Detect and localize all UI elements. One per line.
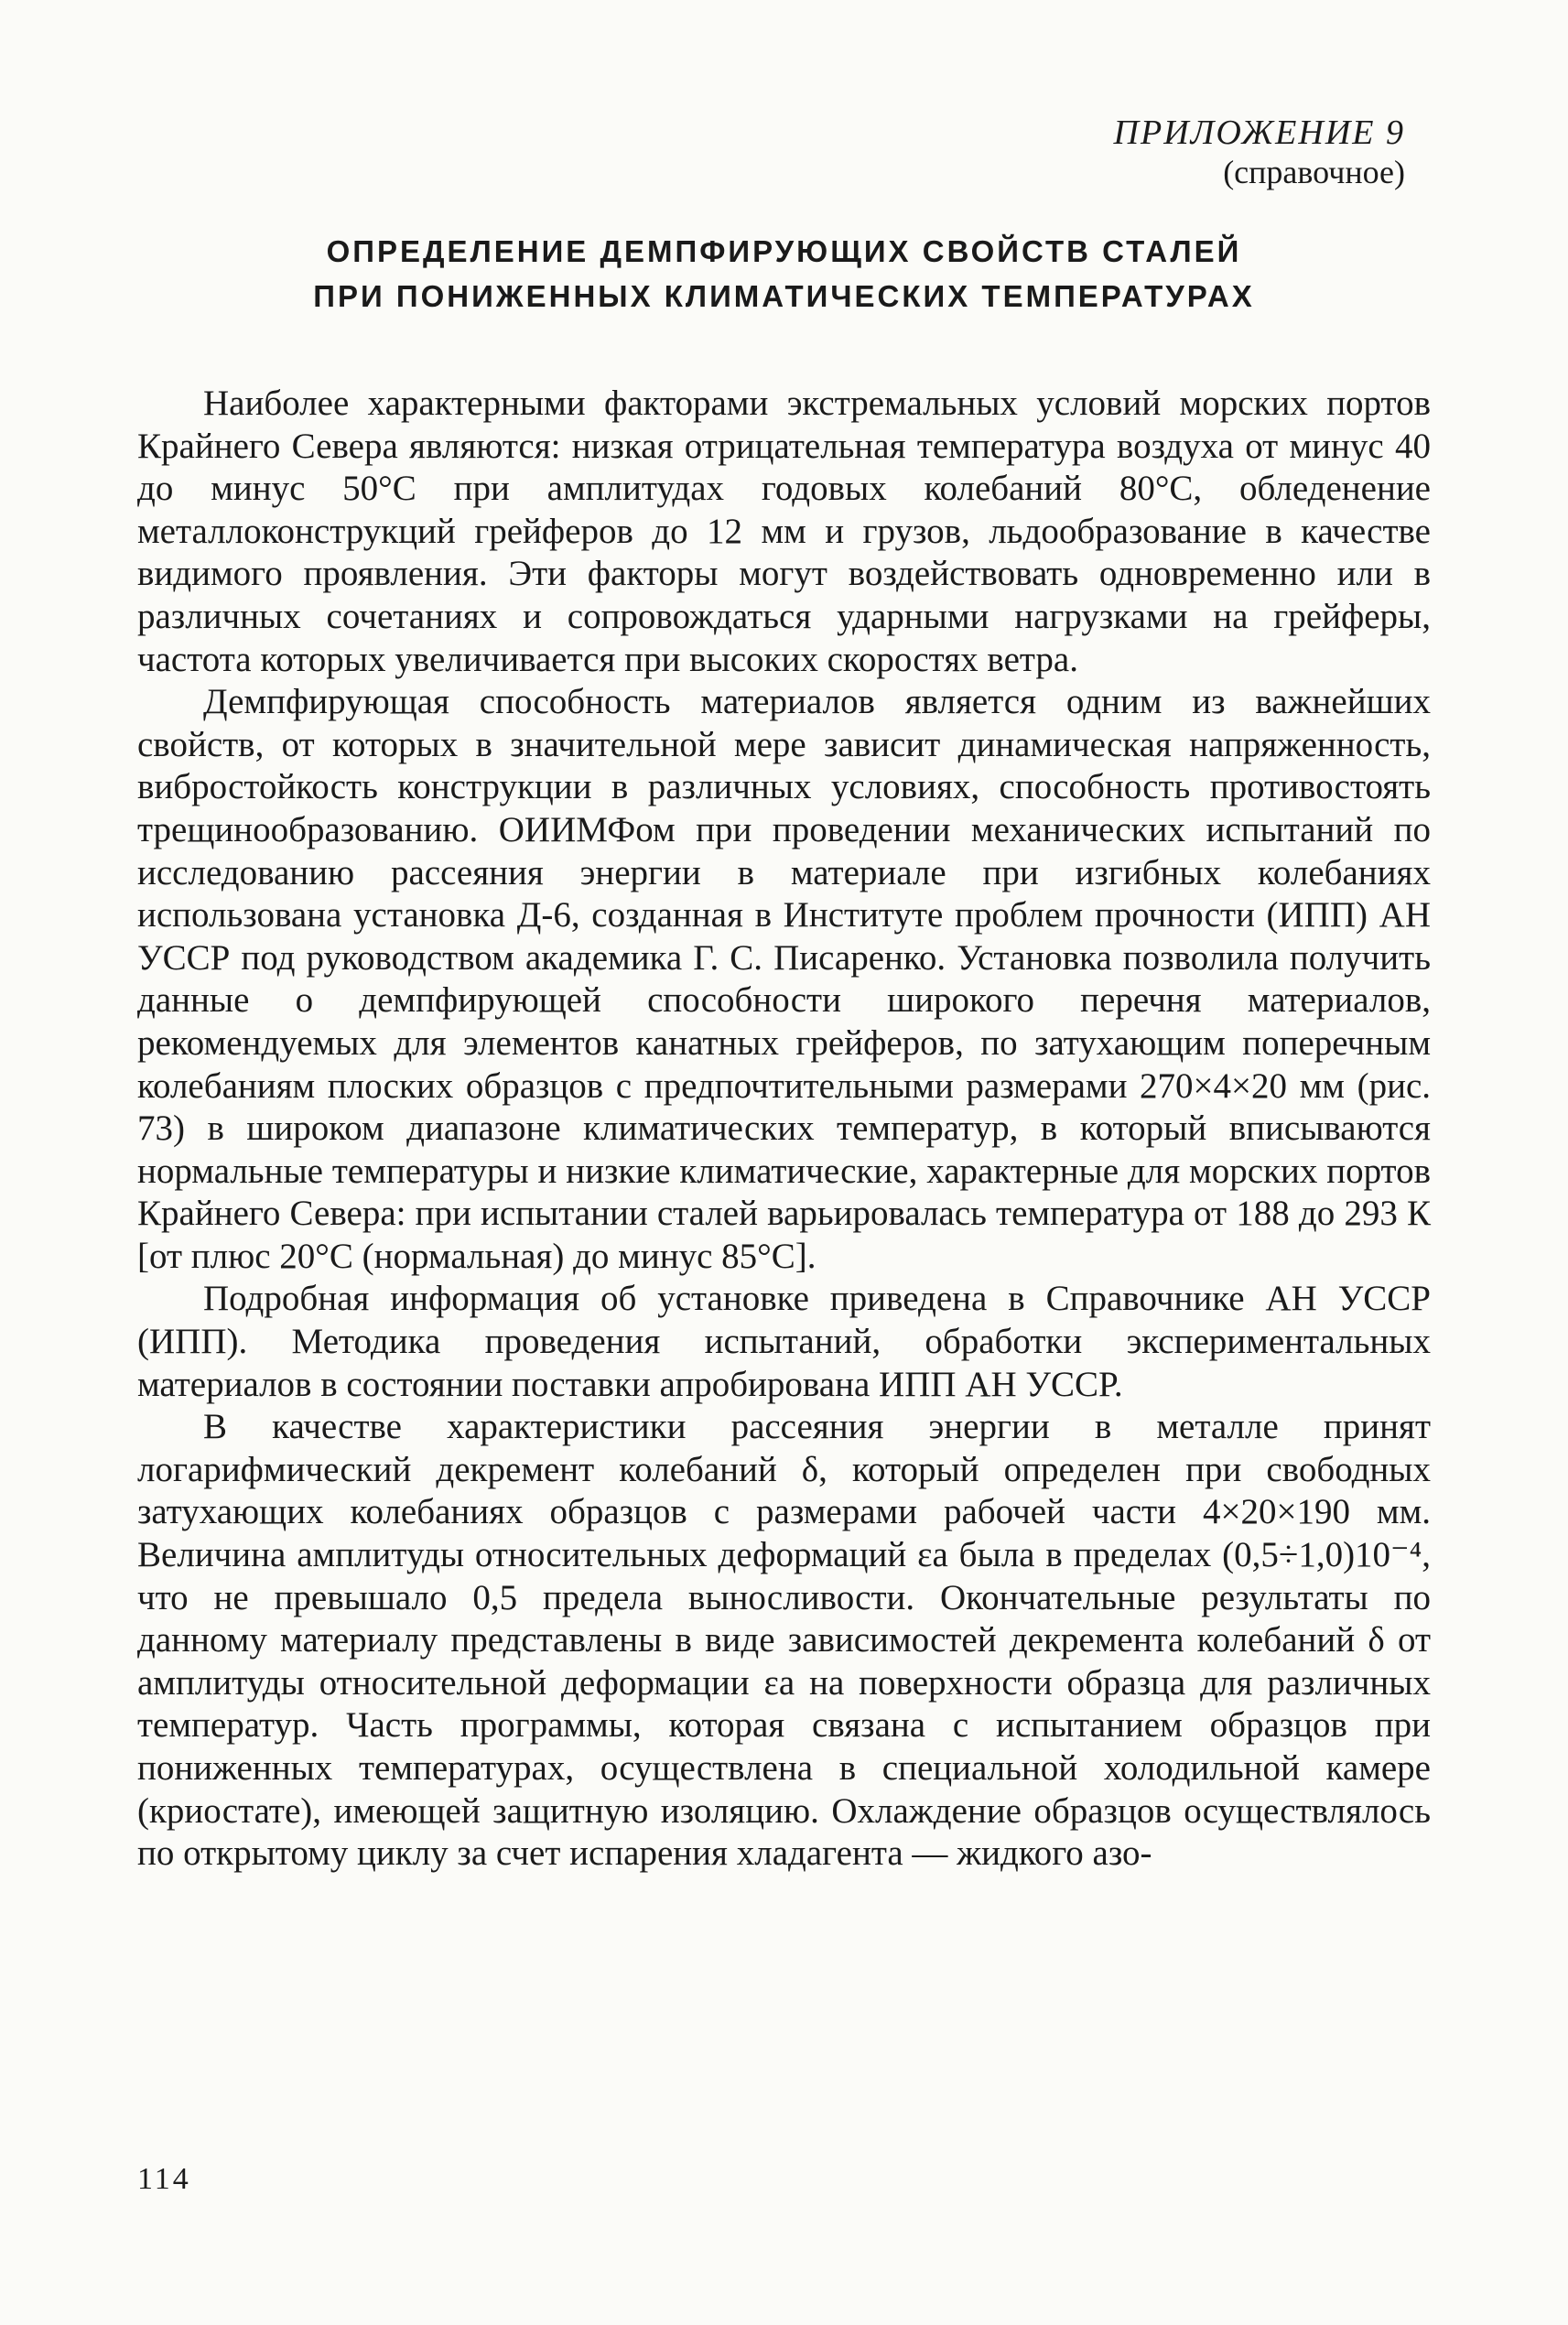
section-title-line-2: ПРИ ПОНИЖЕННЫХ КЛИМАТИЧЕСКИХ ТЕМПЕРАТУРАХ — [313, 279, 1255, 313]
paragraph-4: В качестве характеристики рассеяния энергии в металле принят логарифмический декремент колебаний δ, который определен при свободных затухающих колебаниях образцов с размерами рабочей части 4×20×190 мм. Величина амплитуды относительных деформаций εа была в пределах (0,5÷1,0)10⁻⁴, что не превышало 0,5 предела выносливости. Окончательные результаты по данному материалу представлены в виде зависимостей декремента колебаний δ от амплитуды относительной деформации εа на поверхности образца для различных температур. Часть программы, которая связана с испытанием образцов при пониженных температурах, осуществлена в специальной холодильной камере (криостате), имеющей защитную изоляцию. Охлаждение образцов осуществлялось по открытому циклу за счет испарения хладагента — жидкого азо- — [137, 1407, 1431, 1874]
body-text — [137, 383, 1431, 1876]
paragraph-1: Наиболее характерными факторами экстремальных условий морских портов Крайнего Севера являются: низкая отрицательная температура воздуха от минус 40 до минус 50°С при амплитудах годовых колебаний 80°С, обледенение металлоконструкций грейферов до 12 мм и грузов, льдообразование в качестве видимого проявления. Эти факторы могут воздействовать одновременно или в различных сочетаниях и сопровождаться ударными нагрузками на грейферы, частота которых увеличивается при высоких скоростях ветра. — [137, 384, 1431, 679]
appendix-note: (справочное) — [1223, 154, 1405, 190]
paragraph-3: Подробная информация об установке приведена в Справочнике АН УССР (ИПП). Методика проведения испытаний, обработки экспериментальных материалов в состоянии поставки апробирована ИПП АН УССР. — [137, 1279, 1431, 1404]
page-number: 114 — [137, 2162, 191, 2196]
paragraph-2: Демпфирующая способность материалов является одним из важнейших свойств, от которых в значительной мере зависит динамическая напряженность, вибростойкость конструкции в различных условиях, способность противостоять трещинообразованию. ОИИМФом при проведении механических испытаний по исследованию рассеяния энергии в материале при изгибных колебаниях использована установка Д-6, созданная в Институте проблем прочности (ИПП) АН УССР под руководством академика Г. С. Писаренко. Установка позволила получить данные о демпфирующей способности широкого перечня материалов, рекомендуемых для элементов канатных грейферов, по затухающим поперечным колебаниям плоских образцов с предпочтительными размерами 270×4×20 мм (рис. 73) в широком диапазоне климатических температур, в который вписываются нормальные температуры и низкие климатические, характерные для морских портов Крайнего Севера: при испытании сталей варьировалась температура от 188 до 293 К [от плюс 20°С (нормальная) до минус 85°С]. — [137, 682, 1431, 1276]
appendix-label: ПРИЛОЖЕНИЕ 9 — [1113, 114, 1405, 152]
section-title-line-1: ОПРЕДЕЛЕНИЕ ДЕМПФИРУЮЩИХ СВОЙСТВ СТАЛЕЙ — [326, 234, 1242, 268]
section-title — [137, 229, 1431, 319]
